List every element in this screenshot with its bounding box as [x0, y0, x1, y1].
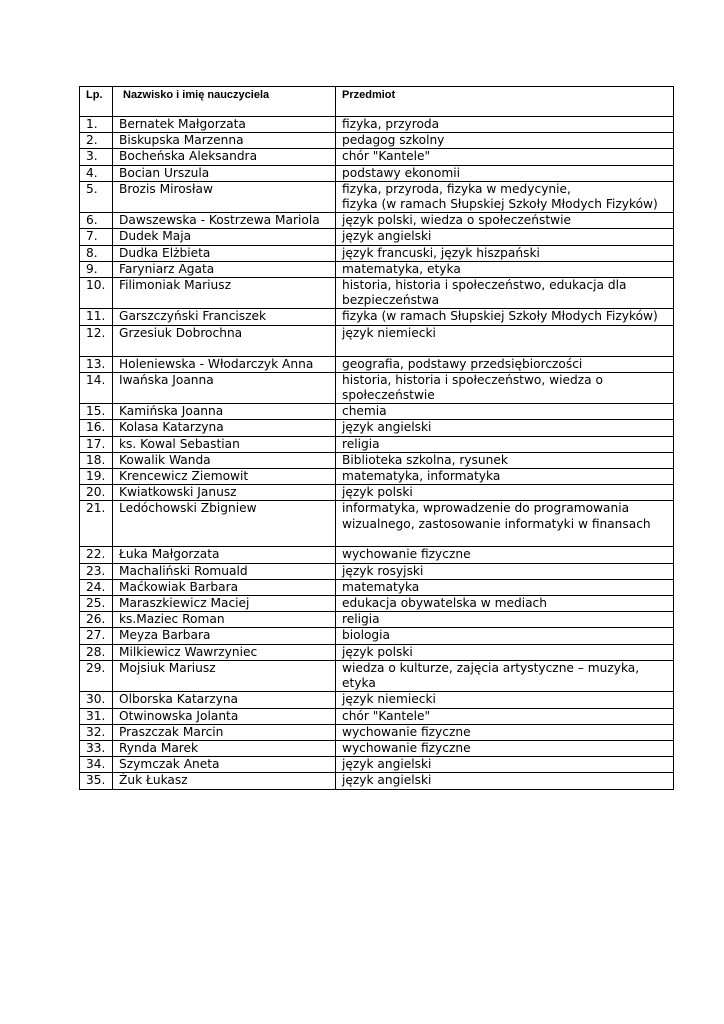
header-subject: Przedmiot	[336, 87, 674, 117]
cell-subject: wychowanie fizyczne	[336, 724, 674, 740]
subject-line-2: etyka	[342, 676, 376, 691]
table-row	[80, 245, 674, 261]
cell-lp: 20.	[80, 485, 113, 501]
table-row	[80, 420, 674, 436]
table-row	[80, 612, 674, 628]
table-row	[80, 547, 674, 563]
cell-subject: język angielski	[336, 229, 674, 245]
cell-name: Machaliński Romuald	[113, 563, 336, 579]
cell-subject: religia	[336, 436, 674, 452]
cell-subject: język rosyjski	[336, 563, 674, 579]
table-row	[80, 692, 674, 708]
cell-lp: 11.	[80, 309, 113, 325]
table-row	[80, 309, 674, 325]
cell-lp: 14.	[80, 372, 113, 403]
cell-name: Krencewicz Ziemowit	[113, 469, 336, 485]
cell-subject: język niemiecki	[336, 325, 674, 356]
cell-name: Szymczak Aneta	[113, 757, 336, 773]
cell-subject: język polski, wiedza o społeczeństwie	[336, 213, 674, 229]
table-row	[80, 133, 674, 149]
cell-subject: edukacja obywatelska w mediach	[336, 596, 674, 612]
cell-subject	[336, 660, 674, 691]
cell-name: ks.Maziec Roman	[113, 612, 336, 628]
cell-lp: 32.	[80, 724, 113, 740]
cell-subject: fizyka (w ramach Słupskiej Szkoły Młodych Fizyków)	[336, 309, 674, 325]
subject-line-1: historia, historia i społeczeństwo, wiedza o	[342, 372, 603, 387]
cell-name: Milkiewicz Wawrzyniec	[113, 644, 336, 660]
cell-subject: język polski	[336, 485, 674, 501]
table-row	[80, 563, 674, 579]
cell-subject: biologia	[336, 628, 674, 644]
cell-name: Grzesiuk Dobrochna	[113, 325, 336, 356]
cell-subject: wychowanie fizyczne	[336, 547, 674, 563]
cell-subject: religia	[336, 612, 674, 628]
cell-lp: 17.	[80, 436, 113, 452]
cell-subject: język polski	[336, 644, 674, 660]
subject-line-2: bezpieczeństwa	[342, 293, 440, 308]
cell-lp: 8.	[80, 245, 113, 261]
cell-name: Iwańska Joanna	[113, 372, 336, 403]
subject-line-1: historia, historia i społeczeństwo, edukacja dla	[342, 278, 627, 293]
cell-lp: 12.	[80, 325, 113, 356]
cell-lp: 31.	[80, 708, 113, 724]
cell-subject	[336, 372, 674, 403]
cell-lp: 6.	[80, 213, 113, 229]
cell-subject: Biblioteka szkolna, rysunek	[336, 452, 674, 468]
cell-subject: chór "Kantele"	[336, 708, 674, 724]
cell-name: Żuk Łukasz	[113, 773, 336, 789]
table-row	[80, 404, 674, 420]
table-row	[80, 261, 674, 277]
cell-lp: 13.	[80, 356, 113, 372]
table-row	[80, 628, 674, 644]
cell-subject	[336, 181, 674, 212]
cell-lp: 21.	[80, 501, 113, 547]
cell-lp: 5.	[80, 181, 113, 212]
cell-lp: 24.	[80, 579, 113, 595]
subject-line-2: wizualnego, zastosowanie informatyki w finansach	[342, 516, 651, 531]
subject-line-1: wiedza o kulturze, zajęcia artystyczne – muzyka,	[342, 660, 640, 675]
cell-lp: 23.	[80, 563, 113, 579]
cell-lp: 35.	[80, 773, 113, 789]
table-row	[80, 325, 674, 356]
cell-lp: 16.	[80, 420, 113, 436]
cell-name: Olborska Katarzyna	[113, 692, 336, 708]
cell-name: Mojsiuk Mariusz	[113, 660, 336, 691]
cell-lp: 25.	[80, 596, 113, 612]
cell-name: Holeniewska - Włodarczyk Anna	[113, 356, 336, 372]
cell-name: Biskupska Marzenna	[113, 133, 336, 149]
cell-lp: 28.	[80, 644, 113, 660]
header-name: Nazwisko i imię nauczyciela	[113, 87, 336, 117]
table-row	[80, 436, 674, 452]
cell-lp: 10.	[80, 278, 113, 309]
cell-name: Otwinowska Jolanta	[113, 708, 336, 724]
cell-name: Garszczyński Franciszek	[113, 309, 336, 325]
cell-lp: 9.	[80, 261, 113, 277]
header-lp: Lp.	[80, 87, 113, 117]
table-row	[80, 660, 674, 691]
cell-subject	[336, 501, 674, 547]
table-row	[80, 229, 674, 245]
cell-lp: 4.	[80, 165, 113, 181]
table-row	[80, 757, 674, 773]
cell-name: ks. Kowal Sebastian	[113, 436, 336, 452]
table-row	[80, 708, 674, 724]
cell-subject: język francuski, język hiszpański	[336, 245, 674, 261]
table-row	[80, 181, 674, 212]
cell-name: Dudek Maja	[113, 229, 336, 245]
cell-lp: 34.	[80, 757, 113, 773]
cell-name: Meyza Barbara	[113, 628, 336, 644]
table-row	[80, 740, 674, 756]
cell-name: Maćkowiak Barbara	[113, 579, 336, 595]
cell-subject: język niemiecki	[336, 692, 674, 708]
table-row	[80, 213, 674, 229]
table-row	[80, 278, 674, 309]
table-row	[80, 469, 674, 485]
cell-subject: podstawy ekonomii	[336, 165, 674, 181]
cell-lp: 19.	[80, 469, 113, 485]
cell-lp: 7.	[80, 229, 113, 245]
table-row	[80, 644, 674, 660]
cell-subject: fizyka, przyroda	[336, 117, 674, 133]
cell-name: Dudka Elżbieta	[113, 245, 336, 261]
cell-subject: matematyka	[336, 579, 674, 595]
cell-lp: 22.	[80, 547, 113, 563]
cell-name: Filimoniak Mariusz	[113, 278, 336, 309]
cell-subject: wychowanie fizyczne	[336, 740, 674, 756]
cell-subject: geografia, podstawy przedsiębiorczości	[336, 356, 674, 372]
table-row	[80, 596, 674, 612]
table-row	[80, 149, 674, 165]
cell-name: Faryniarz Agata	[113, 261, 336, 277]
cell-name: Kwiatkowski Janusz	[113, 485, 336, 501]
cell-name: Łuka Małgorzata	[113, 547, 336, 563]
cell-subject: pedagog szkolny	[336, 133, 674, 149]
teachers-table	[79, 86, 674, 790]
cell-lp: 30.	[80, 692, 113, 708]
cell-lp: 29.	[80, 660, 113, 691]
cell-name: Bocian Urszula	[113, 165, 336, 181]
cell-subject: język angielski	[336, 757, 674, 773]
cell-name: Kolasa Katarzyna	[113, 420, 336, 436]
cell-lp: 18.	[80, 452, 113, 468]
cell-subject: chemia	[336, 404, 674, 420]
cell-name: Rynda Marek	[113, 740, 336, 756]
cell-lp: 26.	[80, 612, 113, 628]
cell-name: Maraszkiewicz Maciej	[113, 596, 336, 612]
cell-lp: 15.	[80, 404, 113, 420]
table-row	[80, 452, 674, 468]
subject-line-1: fizyka, przyroda, fizyka w medycynie,	[342, 181, 571, 196]
cell-subject: chór "Kantele"	[336, 149, 674, 165]
cell-name: Ledóchowski Zbigniew	[113, 501, 336, 547]
subject-line-2: fizyka (w ramach Słupskiej Szkoły Młodych Fizyków)	[342, 197, 658, 212]
table-row	[80, 165, 674, 181]
table-row	[80, 773, 674, 789]
subject-line-1: informatyka, wprowadzenie do programowania	[342, 501, 630, 516]
cell-name: Bocheńska Aleksandra	[113, 149, 336, 165]
table-row	[80, 485, 674, 501]
table-row	[80, 501, 674, 547]
cell-name: Kowalik Wanda	[113, 452, 336, 468]
cell-subject: język angielski	[336, 773, 674, 789]
table-row	[80, 724, 674, 740]
table-row	[80, 117, 674, 133]
cell-lp: 3.	[80, 149, 113, 165]
table-header-row	[80, 87, 674, 117]
cell-name: Brozis Mirosław	[113, 181, 336, 212]
cell-subject: matematyka, etyka	[336, 261, 674, 277]
cell-lp: 2.	[80, 133, 113, 149]
table-row	[80, 356, 674, 372]
cell-subject	[336, 278, 674, 309]
cell-name: Bernatek Małgorzata	[113, 117, 336, 133]
table-row	[80, 372, 674, 403]
cell-lp: 33.	[80, 740, 113, 756]
cell-subject: język angielski	[336, 420, 674, 436]
cell-lp: 1.	[80, 117, 113, 133]
cell-name: Dawszewska - Kostrzewa Mariola	[113, 213, 336, 229]
cell-subject: matematyka, informatyka	[336, 469, 674, 485]
cell-lp: 27.	[80, 628, 113, 644]
cell-name: Praszczak Marcin	[113, 724, 336, 740]
subject-line-2: społeczeństwie	[342, 388, 435, 403]
cell-name: Kamińska Joanna	[113, 404, 336, 420]
table-row	[80, 579, 674, 595]
